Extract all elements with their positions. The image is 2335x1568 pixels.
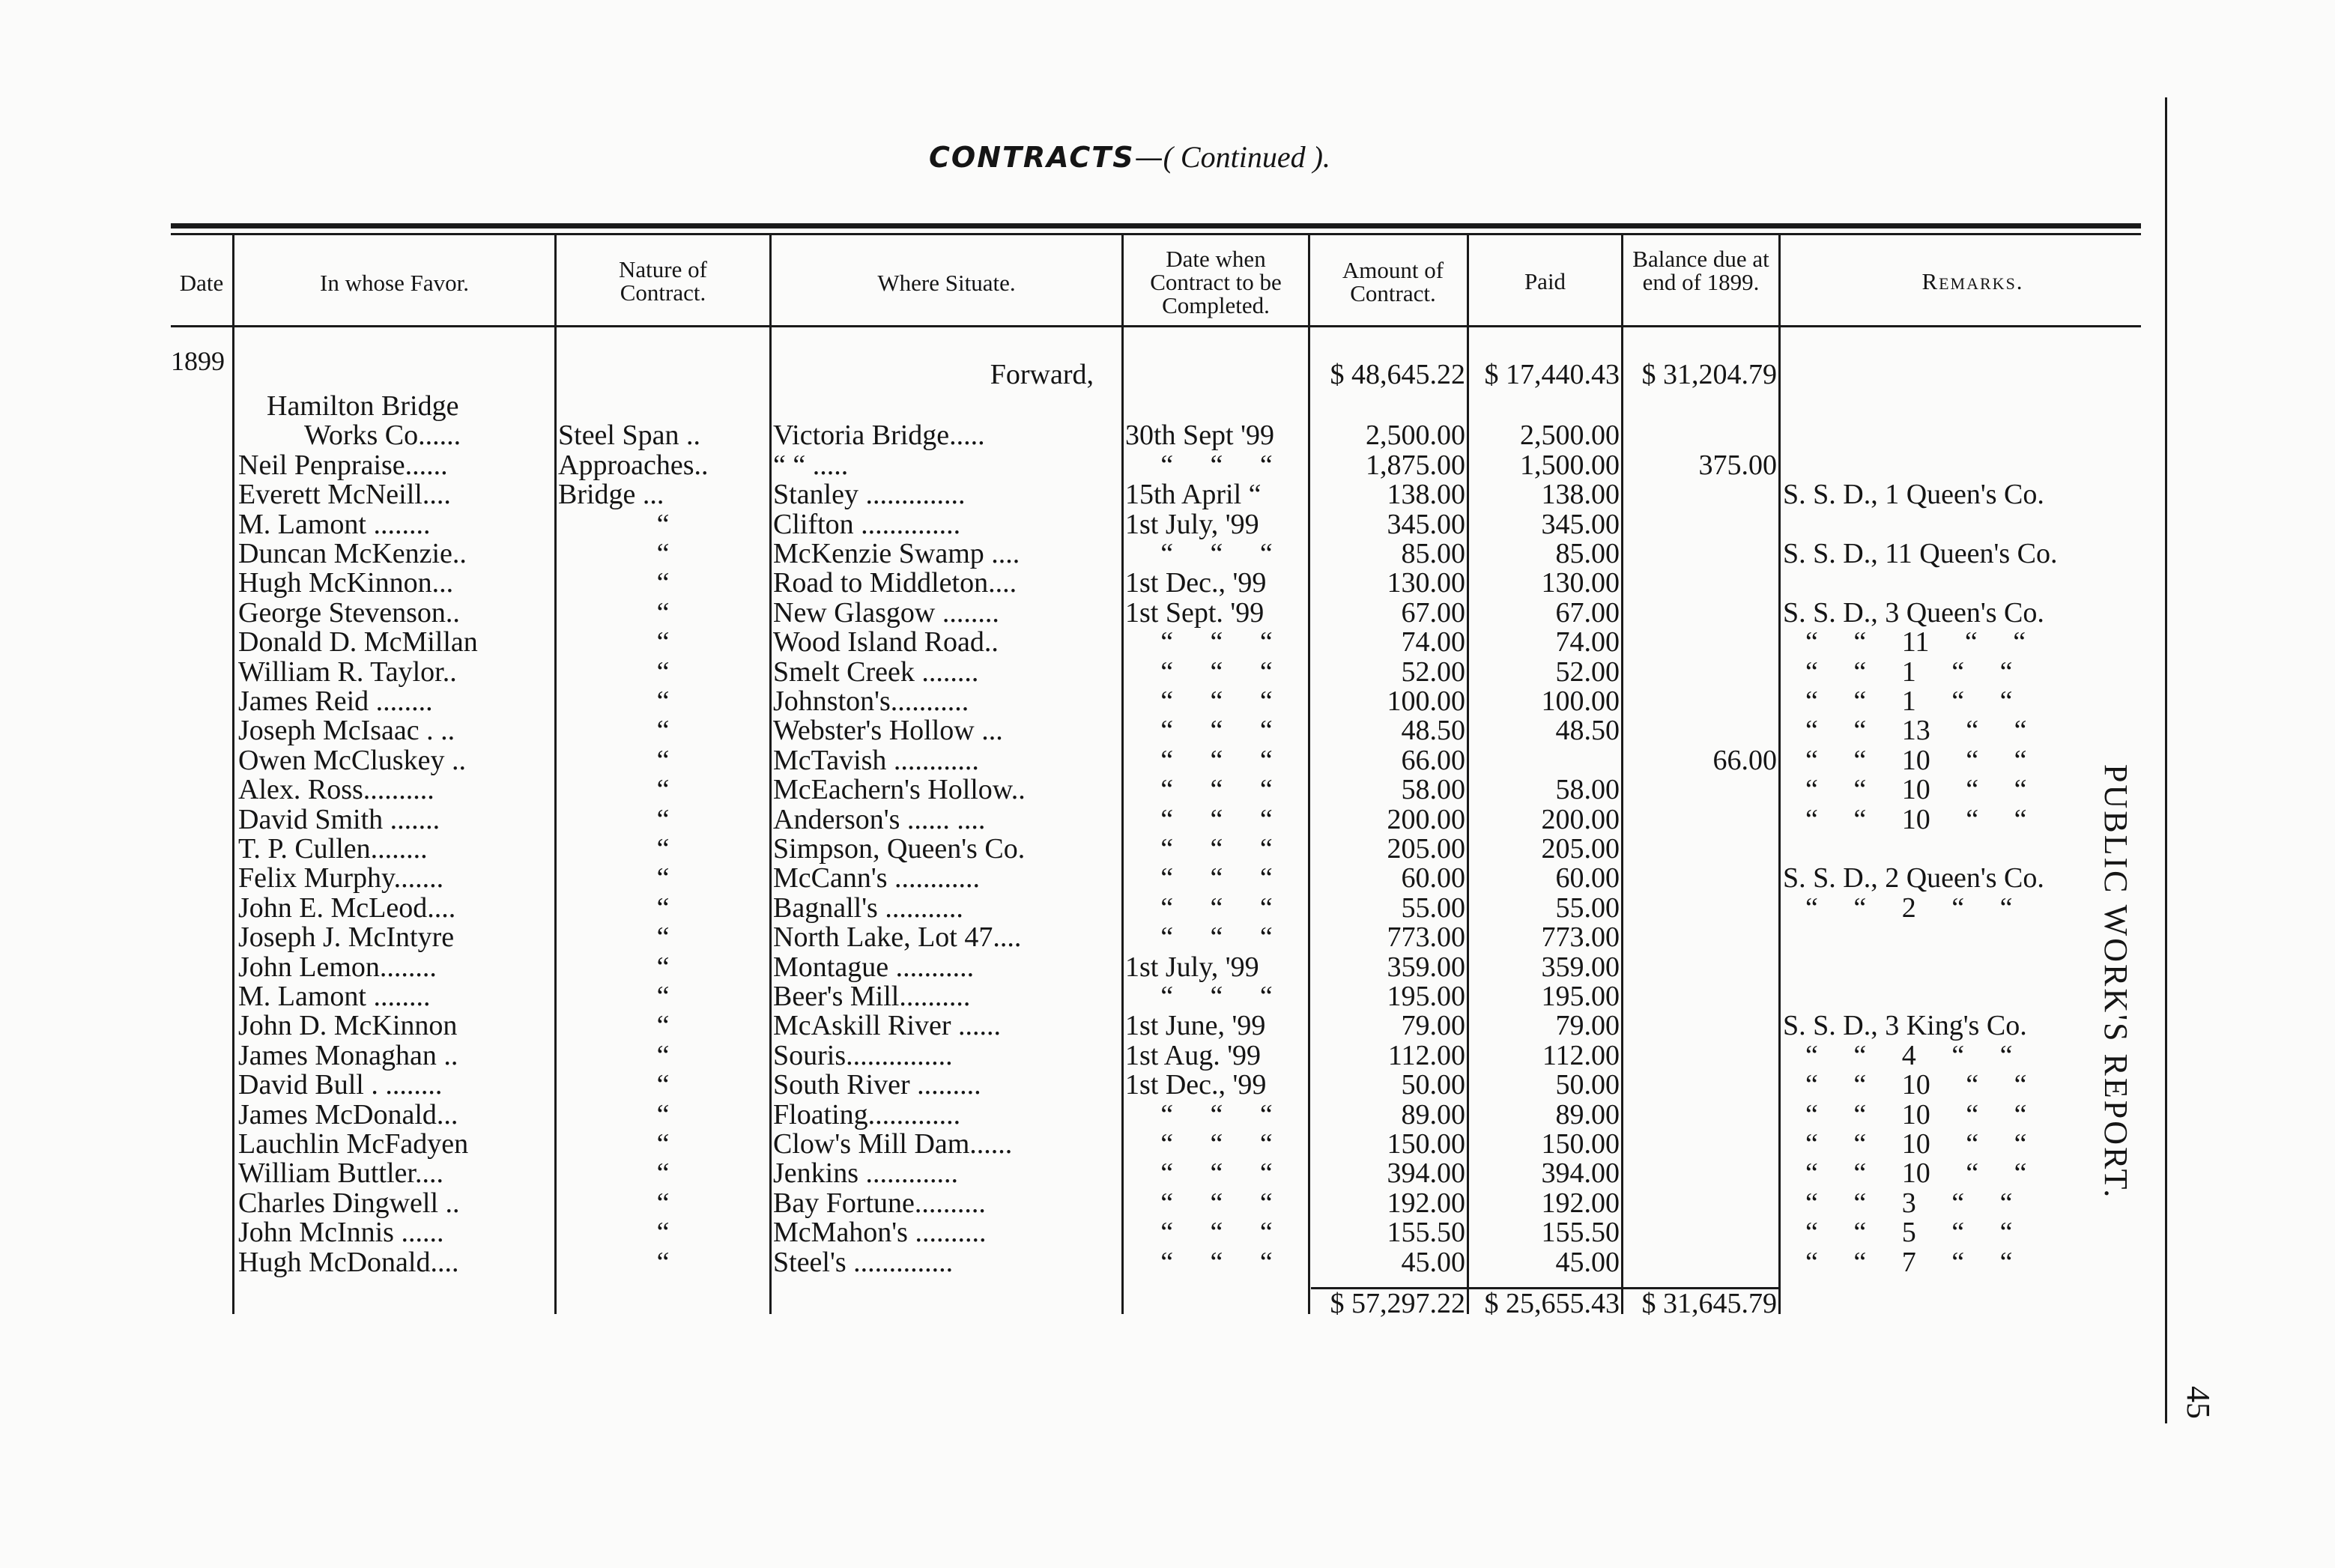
cell-remarks: “ “ 13 “ “ [1805,715,2027,747]
cell-where: Stanley .............. [773,479,966,511]
cell-date: “ “ “ [1160,803,1273,835]
cell-favor: Charles Dingwell .. [238,1187,460,1219]
cell-favor: William Buttler.... [238,1157,443,1190]
header-date: Date [179,270,224,296]
cell-where: “ “ ..... [773,449,849,481]
cell-where: Johnston's........... [773,685,969,717]
cell-amount: 89.00 [1401,1098,1465,1130]
cell-remarks: “ “ 7 “ “ [1805,1246,2013,1278]
cell-date: 15th April “ [1125,479,1262,511]
cell-date: “ “ “ [1160,862,1273,895]
cell-where: Smelt Creek ........ [773,656,979,688]
cell-nature: “ [656,1039,670,1071]
cell-balance: 375.00 [1698,449,1777,481]
cell-date: 1st Sept. '99 [1125,596,1265,629]
cell-where: Jenkins ............. [773,1157,958,1190]
cell-favor: William R. Taylor.. [238,656,457,688]
cell-nature: “ [656,774,670,806]
cell-favor: Hugh McKinnon... [238,567,454,599]
page-title [929,139,1330,175]
cell-remarks: “ “ 2 “ “ [1805,892,2013,924]
cell-nature: “ [656,715,670,747]
cell-nature: “ [656,1217,670,1249]
header-where: Where Situate. [877,270,1016,296]
cell-where: North Lake, Lot 47.... [773,921,1022,954]
cell-amount: 200.00 [1387,803,1465,835]
cell-paid: 2,500.00 [1520,420,1620,452]
cell-favor: Joseph J. McIntyre [238,921,455,954]
page-number: 45 [2180,1386,2217,1419]
cell-where: McEachern's Hollow.. [773,774,1026,806]
cell-remarks: “ “ 5 “ “ [1805,1217,2013,1249]
cell-where: Floating............. [773,1098,961,1130]
cell-amount: 155.50 [1387,1217,1465,1249]
cell-favor: Hugh McDonald.... [238,1246,459,1278]
cell-paid: 58.00 [1555,774,1620,806]
cell-remarks: S. S. D., 11 Queen's Co. [1783,538,2058,569]
total-balance: $ 31,645.79 [1641,1288,1777,1319]
cell-amount: 195.00 [1387,981,1465,1012]
cell-where: Anderson's ...... .... [773,803,986,835]
cell-amount: 394.00 [1387,1157,1465,1190]
cell-where: Clow's Mill Dam...... [773,1128,1013,1160]
cell-paid: 100.00 [1541,685,1620,717]
cell-favor: James McDonald... [238,1098,458,1130]
cell-favor: Lauchlin McFadyen [238,1128,469,1160]
cell-nature: “ [656,744,670,776]
cell-amount: 130.00 [1387,567,1465,599]
cell-date: “ “ “ [1160,892,1273,924]
cell-date: “ “ “ [1160,774,1273,806]
cell-favor: John D. McKinnon [238,1010,458,1042]
cell-date: 1st Dec., '99 [1125,1069,1267,1101]
cell-where: Road to Middleton.... [773,567,1017,599]
cell-date: “ “ “ [1160,626,1273,659]
cell-where: McKenzie Swamp .... [773,538,1020,569]
cell-where: Bagnall's ........... [773,892,963,924]
cell-nature: “ [656,1010,670,1042]
cell-date: “ “ “ [1160,1187,1273,1219]
cell-amount: 66.00 [1401,744,1465,776]
cell-favor: John McInnis ...... [238,1217,444,1249]
forward-label: Forward, [990,359,1094,390]
cell-paid: 45.00 [1555,1246,1620,1278]
cell-nature: Steel Span .. [558,420,700,452]
cell-date: “ “ “ [1160,981,1273,1012]
cell-amount: 45.00 [1401,1246,1465,1278]
forward-balance: $ 31,204.79 [1641,359,1777,390]
cell-nature: “ [656,1246,670,1278]
col-sep-where [1121,235,1124,1314]
cell-date: “ “ “ [1160,921,1273,954]
cell-favor: George Stevenson.. [238,596,460,629]
col-sep-balance [1778,235,1781,1314]
cell-nature: “ [656,803,670,835]
cell-paid: 50.00 [1555,1069,1620,1101]
cell-date: “ “ “ [1160,1246,1273,1278]
cell-favor: James Reid ........ [238,685,433,717]
title-separator: — [1134,141,1163,174]
cell-paid: 195.00 [1541,981,1620,1012]
cell-amount: 100.00 [1387,685,1465,717]
cell-where: Wood Island Road.. [773,626,999,659]
cell-date: 30th Sept '99 [1125,420,1274,452]
cell-favor: John Lemon........ [238,951,437,983]
cell-date: “ “ “ [1160,656,1273,688]
cell-remarks: “ “ 3 “ “ [1805,1187,2013,1219]
header-bottom-rule [171,325,2141,327]
cell-favor: David Bull . ........ [238,1069,443,1101]
cell-paid: 55.00 [1555,892,1620,924]
cell-date: “ “ “ [1160,538,1273,569]
cell-favor: M. Lamont ........ [238,981,431,1012]
cell-paid: 192.00 [1541,1187,1620,1219]
cell-nature: Approaches.. [558,449,709,481]
cell-paid: 773.00 [1541,921,1620,954]
cell-remarks: “ “ 10 “ “ [1805,744,2027,776]
header-nature: Nature of Contract. [619,256,707,306]
cell-paid: 130.00 [1541,567,1620,599]
cell-paid: 359.00 [1541,951,1620,983]
cell-nature: “ [656,1187,670,1219]
cell-where: Bay Fortune.......... [773,1187,986,1219]
cell-remarks: S. S. D., 2 Queen's Co. [1783,862,2044,895]
cell-where: Webster's Hollow ... [773,715,1003,747]
cell-favor: Neil Penpraise...... [238,449,448,481]
cell-amount: 85.00 [1401,538,1465,569]
cell-remarks: “ “ 1 “ “ [1805,685,2013,717]
cell-date: 1st July, '99 [1125,951,1259,983]
cell-favor: James Monaghan .. [238,1039,458,1071]
title-sub: ( Continued ). [1163,140,1330,174]
cell-where: Victoria Bridge..... [773,420,985,452]
cell-remarks: “ “ 10 “ “ [1805,774,2027,806]
cell-amount: 52.00 [1401,656,1465,688]
cell-date: 1st June, '99 [1125,1010,1266,1042]
cell-nature: “ [656,1098,670,1130]
cell-date: “ “ “ [1160,1128,1273,1160]
cell-remarks: “ “ 10 “ “ [1805,1157,2027,1190]
cell-favor: Felix Murphy....... [238,862,444,895]
cell-amount: 67.00 [1401,596,1465,629]
cell-remarks: “ “ 10 “ “ [1805,1128,2027,1160]
forward-paid: $ 17,440.43 [1484,359,1620,390]
cell-nature: “ [656,951,670,983]
cell-remarks: S. S. D., 3 Queen's Co. [1783,596,2044,629]
col-sep-completed [1308,235,1310,1314]
cell-nature: “ [656,981,670,1012]
cell-date: “ “ “ [1160,1157,1273,1190]
cell-date: “ “ “ [1160,744,1273,776]
cell-paid: 74.00 [1555,626,1620,659]
cell-nature: “ [656,892,670,924]
cell-amount: 359.00 [1387,951,1465,983]
cell-date: 1st Dec., '99 [1125,567,1267,599]
cell-nature: “ [656,1157,670,1190]
cell-remarks: “ “ 10 “ “ [1805,1069,2027,1101]
cell-nature: “ [656,921,670,954]
cell-paid: 60.00 [1555,862,1620,895]
cell-favor: Donald D. McMillan [238,626,478,659]
cell-nature: “ [656,862,670,895]
cell-date: 1st Aug. '99 [1125,1039,1262,1071]
cell-remarks: “ “ 10 “ “ [1805,803,2027,835]
cell-paid: 200.00 [1541,803,1620,835]
cell-paid: 112.00 [1542,1039,1620,1071]
cell-amount: 55.00 [1401,892,1465,924]
total-paid: $ 25,655.43 [1484,1288,1620,1319]
cell-amount: 50.00 [1401,1069,1465,1101]
cell-paid: 89.00 [1555,1098,1620,1130]
cell-nature: “ [656,833,670,865]
cell-remarks: S. S. D., 3 King's Co. [1783,1010,2027,1042]
col-sep-date [232,235,234,1314]
year-label: 1899 [171,346,225,376]
col-sep-nature [769,235,772,1314]
cell-nature: “ [656,1069,670,1101]
cell-amount: 150.00 [1387,1128,1465,1160]
header-completed: Date when Contract to be Completed. [1150,246,1282,318]
cell-amount: 773.00 [1387,921,1465,954]
cell-nature: “ [656,567,670,599]
header-balance: Balance due at end of 1899. [1632,246,1769,295]
cell-where: Simpson, Queen's Co. [773,833,1026,865]
top-rule-thin [171,233,2141,235]
cell-where: McAskill River ...... [773,1010,1001,1042]
cell-where: McTavish ............ [773,744,979,776]
cell-paid: 67.00 [1555,596,1620,629]
cell-nature: “ [656,1128,670,1160]
cell-paid: 79.00 [1555,1010,1620,1042]
cell-amount: 60.00 [1401,862,1465,895]
header-remarks: Remarks. [1921,268,2024,294]
cell-nature: “ [656,685,670,717]
cell-where: McCann's ............ [773,862,981,895]
cell-favor: T. P. Cullen........ [238,833,428,865]
cell-remarks: “ “ 4 “ “ [1805,1039,2013,1071]
cell-paid: 345.00 [1541,508,1620,540]
forward-amount: $ 48,645.22 [1330,359,1465,390]
cell-nature: “ [656,596,670,629]
cell-where: New Glasgow ........ [773,596,999,629]
cell-favor: Alex. Ross.......... [238,774,434,806]
cell-amount: 2,500.00 [1366,420,1465,452]
cell-where: Montague ........... [773,951,975,983]
cell-paid: 155.50 [1541,1217,1620,1249]
cell-paid: 394.00 [1541,1157,1620,1190]
cell-remarks: “ “ 10 “ “ [1805,1098,2027,1130]
cell-favor: Hamilton Bridge [267,390,459,422]
cell-nature: “ [656,656,670,688]
cell-date: “ “ “ [1160,449,1273,481]
cell-paid: 85.00 [1555,538,1620,569]
cell-remarks: “ “ 11 “ “ [1805,626,2026,659]
cell-paid: 52.00 [1555,656,1620,688]
cell-amount: 205.00 [1387,833,1465,865]
cell-paid: 138.00 [1541,479,1620,511]
cell-favor: Owen McCluskey .. [238,744,466,776]
cell-favor: M. Lamont ........ [238,508,431,540]
header-amount: Amount of Contract. [1342,257,1444,306]
cell-where: Beer's Mill.......... [773,981,971,1012]
side-report-title: PUBLIC WORK'S REPORT. [2098,764,2134,1200]
cell-date: 1st July, '99 [1125,508,1259,540]
cell-paid: 1,500.00 [1520,449,1620,481]
cell-date: “ “ “ [1160,1098,1273,1130]
cell-where: Clifton .............. [773,508,961,540]
title-main: CONTRACTS [929,141,1135,174]
cell-balance: 66.00 [1712,744,1777,776]
cell-date: “ “ “ [1160,833,1273,865]
cell-where: Souris............... [773,1039,953,1071]
cell-where: Steel's .............. [773,1246,954,1278]
top-rule-thick [171,223,2141,228]
cell-amount: 112.00 [1387,1039,1465,1071]
cell-paid: 150.00 [1541,1128,1620,1160]
cell-date: “ “ “ [1160,715,1273,747]
header-favor: In whose Favor. [320,270,469,296]
cell-favor: Joseph McIsaac . .. [238,715,455,747]
cell-nature: Bridge ... [558,479,664,511]
cell-amount: 74.00 [1401,626,1465,659]
cell-nature: “ [656,508,670,540]
cell-amount: 48.50 [1401,715,1465,747]
cell-favor: David Smith ....... [238,803,440,835]
cell-remarks: S. S. D., 1 Queen's Co. [1783,479,2044,511]
cell-paid: 205.00 [1541,833,1620,865]
cell-where: McMahon's .......... [773,1217,987,1249]
total-amount: $ 57,297.22 [1330,1288,1465,1319]
cell-date: “ “ “ [1160,1217,1273,1249]
cell-amount: 192.00 [1387,1187,1465,1219]
cell-favor: John E. McLeod.... [238,892,456,924]
cell-amount: 79.00 [1401,1010,1465,1042]
cell-date: “ “ “ [1160,685,1273,717]
cell-where: South River ......... [773,1069,981,1101]
cell-amount: 345.00 [1387,508,1465,540]
cell-remarks: “ “ 1 “ “ [1805,656,2013,688]
cell-amount: 58.00 [1401,774,1465,806]
cell-favor: Everett McNeill.... [238,479,451,511]
cell-amount: 1,875.00 [1366,449,1465,481]
cell-amount: 138.00 [1387,479,1465,511]
cell-paid: 48.50 [1555,715,1620,747]
header-paid: Paid [1524,268,1566,294]
cell-favor: Duncan McKenzie.. [238,538,467,569]
cell-nature: “ [656,538,670,569]
cell-nature: “ [656,626,670,659]
cell-favor: Works Co...... [304,420,461,452]
